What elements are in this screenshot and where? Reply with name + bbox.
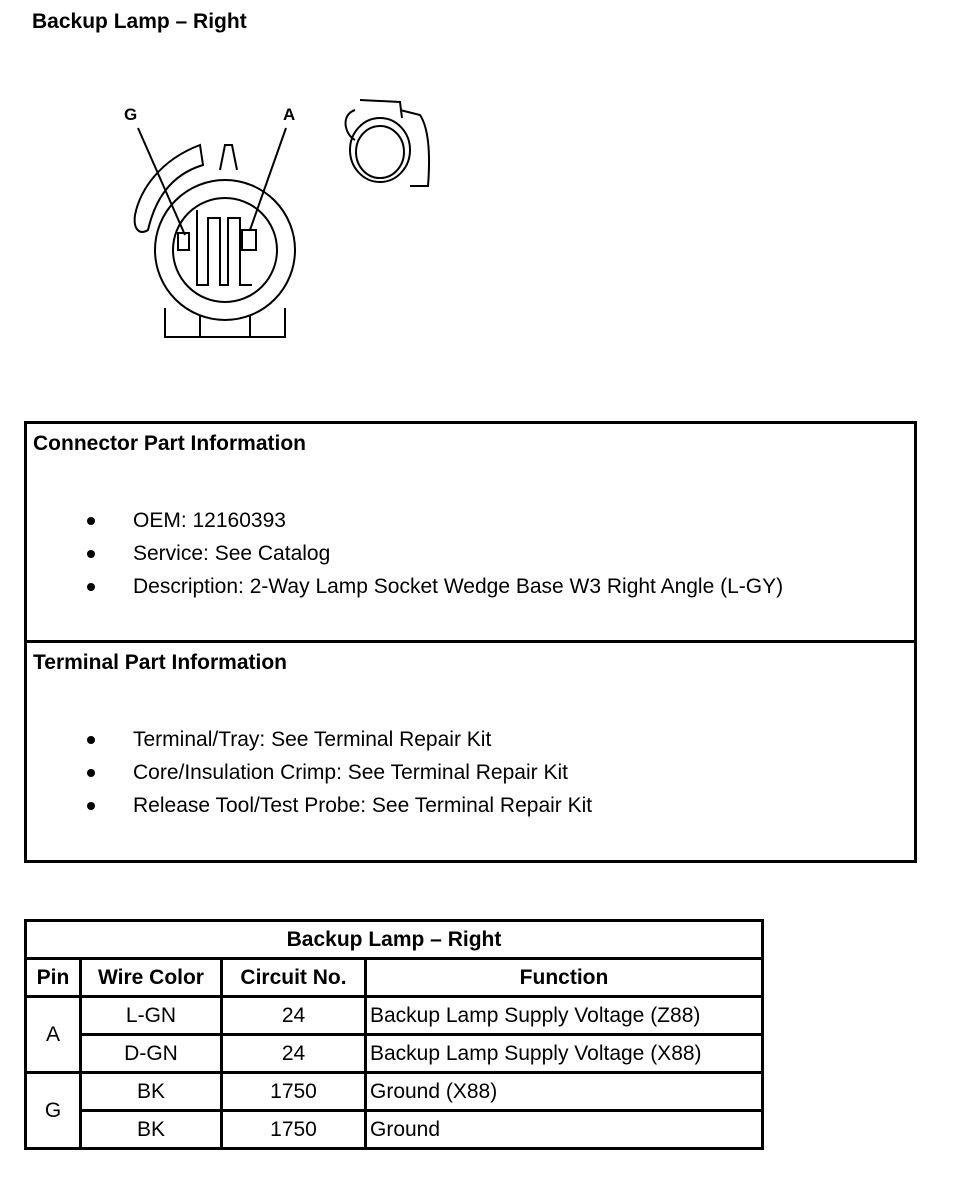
table-header-row [26,959,763,997]
wire-cell: BK [81,1111,222,1149]
function-cell: Backup Lamp Supply Voltage (X88) [366,1035,763,1073]
connector-info-list [83,504,783,603]
header-function: Function [366,959,763,997]
header-pin: Pin [26,959,81,997]
connector-diagram [100,90,450,350]
circuit-cell: 1750 [222,1111,366,1149]
list-item: Service: See Catalog [83,537,783,570]
connector-side-view [346,100,430,186]
header-circuit: Circuit No. [222,959,366,997]
pin-label-g: G [124,105,138,124]
connector-info-heading: Connector Part Information [33,432,307,455]
pin-label-a: A [283,105,296,124]
table-row [26,997,763,1035]
table-row [26,1073,763,1111]
list-item: Release Tool/Test Probe: See Terminal Repair Kit [83,789,592,822]
table-row [26,1035,763,1073]
function-cell: Backup Lamp Supply Voltage (Z88) [366,997,763,1035]
table-title: Backup Lamp – Right [26,921,763,959]
wire-cell: D-GN [81,1035,222,1073]
function-cell: Ground (X88) [366,1073,763,1111]
page-title: Backup Lamp – Right [32,10,247,33]
terminal-info-list [83,723,592,822]
table-row [26,1111,763,1149]
circuit-cell: 1750 [222,1073,366,1111]
function-cell: Ground [366,1111,763,1149]
pin-cell: A [26,997,81,1073]
wire-cell: L-GN [81,997,222,1035]
terminal-info-heading: Terminal Part Information [33,651,287,674]
list-item: Core/Insulation Crimp: See Terminal Repair Kit [83,756,592,789]
header-wire-color: Wire Color [81,959,222,997]
list-item: Terminal/Tray: See Terminal Repair Kit [83,723,592,756]
circuit-cell: 24 [222,997,366,1035]
wire-cell: BK [81,1073,222,1111]
pin-cell: G [26,1073,81,1149]
list-item: OEM: 12160393 [83,504,783,537]
terminal-part-info [24,640,917,863]
pinout-table [24,919,764,1150]
list-item: Description: 2-Way Lamp Socket Wedge Base W3 Right Angle (L-GY) [83,570,783,603]
connector-part-info [24,421,917,643]
circuit-cell: 24 [222,1035,366,1073]
